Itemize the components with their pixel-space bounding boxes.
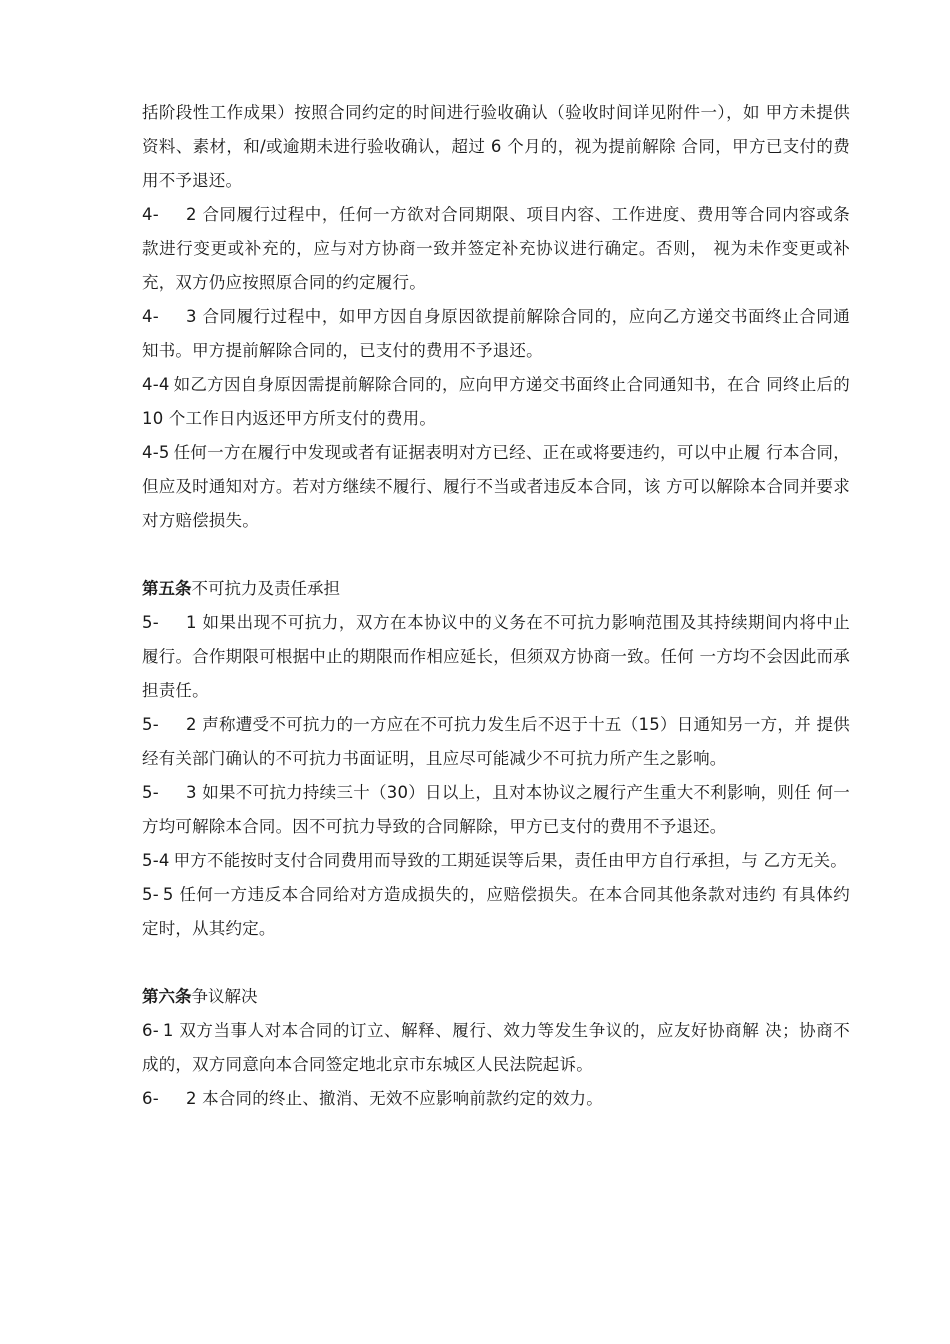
clause-5-2 (142, 708, 850, 776)
clause-text: 1 如果出现不可抗力，双方在本协议中的义务在不可抗力影响范围及其持续期间内将中止履行。合作期限可根据中止的期限而作相应延长，但须双方协商一致。任何 一方均不会因此而承担责任。 (142, 613, 850, 700)
clause-number: 5- (142, 783, 159, 802)
clause-number: 4- (142, 307, 159, 326)
document-body (142, 96, 850, 1116)
clause-number: 5- (142, 715, 159, 734)
clause-text: 1 双方当事人对本合同的订立、解释、履行、效力等发生争议的，应友好协商解 决；协商不成的，双方同意向本合同签定地北京市东城区人民法院起诉。 (142, 1021, 850, 1074)
clause-number: 4- (142, 205, 159, 224)
clause-number: 4-4 (142, 375, 170, 394)
clause-5-3 (142, 776, 850, 844)
clause-number: 5- (142, 613, 159, 632)
clause-5-4 (142, 844, 850, 878)
clause-text: 任何一方在履行中发现或者有证据表明对方已经、正在或将要违约，可以中止履 行本合同，但应及时通知对方。若对方继续不履行、履行不当或者违反本合同，该 方可以解除本合同并要求对方赔偿损失。 (142, 443, 850, 530)
clause-5-5 (142, 878, 850, 946)
clause-4-5 (142, 436, 850, 538)
paragraph-4-1-continued (142, 96, 850, 198)
section-6-number: 第六条 (142, 987, 192, 1006)
clause-6-1 (142, 1014, 850, 1082)
section-5-number: 第五条 (142, 579, 192, 598)
section-spacer (142, 538, 850, 572)
clause-text: 3 合同履行过程中，如甲方因自身原因欲提前解除合同的，应向乙方递交书面终止合同通知书。甲方提前解除合同的，已支付的费用不予退还。 (142, 307, 850, 360)
clause-number: 4-5 (142, 443, 170, 462)
paragraph-text: 括阶段性工作成果）按照合同约定的时间进行验收确认（验收时间详见附件一），如 甲方未提供资料、素材，和/或逾期未进行验收确认，超过 6 个月的，视为提前解除 合同，甲方已支付的费用不予退还。 (142, 103, 850, 190)
section-6-title: 争议解决 (191, 987, 258, 1006)
clause-6-2 (142, 1082, 850, 1116)
section-5-title: 不可抗力及责任承担 (191, 579, 340, 598)
section-6-heading (142, 980, 850, 1014)
clause-4-2 (142, 198, 850, 300)
clause-text: 2 本合同的终止、撤消、无效不应影响前款约定的效力。 (186, 1089, 603, 1108)
clause-text: 甲方不能按时支付合同费用而导致的工期延误等后果，责任由甲方自行承担，与 乙方无关。 (173, 851, 848, 870)
clause-text: 3 如果不可抗力持续三十（30）日以上，且对本协议之履行产生重大不利影响，则任 何一方均可解除本合同。因不可抗力导致的合同解除，甲方已支付的费用不予退还。 (142, 783, 850, 836)
clause-number: 6- (142, 1089, 159, 1108)
clause-text: 2 合同履行过程中，任何一方欲对合同期限、项目内容、工作进度、费用等合同内容或条款进行变更或补充的，应与对方协商一致并签定补充协议进行确定。否则， 视为未作变更或补充，双方仍应按照原合同的约定履行。 (142, 205, 850, 292)
section-spacer (142, 946, 850, 980)
clause-text: 5 任何一方违反本合同给对方造成损失的，应赔偿损失。在本合同其他条款对违约 有具体约定时，从其约定。 (142, 885, 850, 938)
clause-4-4 (142, 368, 850, 436)
clause-4-3 (142, 300, 850, 368)
clause-text: 2 声称遭受不可抗力的一方应在不可抗力发生后不迟于十五（15）日通知另一方，并 提供经有关部门确认的不可抗力书面证明，且应尽可能减少不可抗力所产生之影响。 (142, 715, 850, 768)
section-5-heading (142, 572, 850, 606)
clause-5-1 (142, 606, 850, 708)
clause-number: 5- (142, 885, 159, 904)
clause-number: 6- (142, 1021, 159, 1040)
clause-text: 如乙方因自身原因需提前解除合同的，应向甲方递交书面终止合同通知书，在合 同终止后的 10 个工作日内返还甲方所支付的费用。 (142, 375, 850, 428)
clause-number: 5-4 (142, 851, 170, 870)
